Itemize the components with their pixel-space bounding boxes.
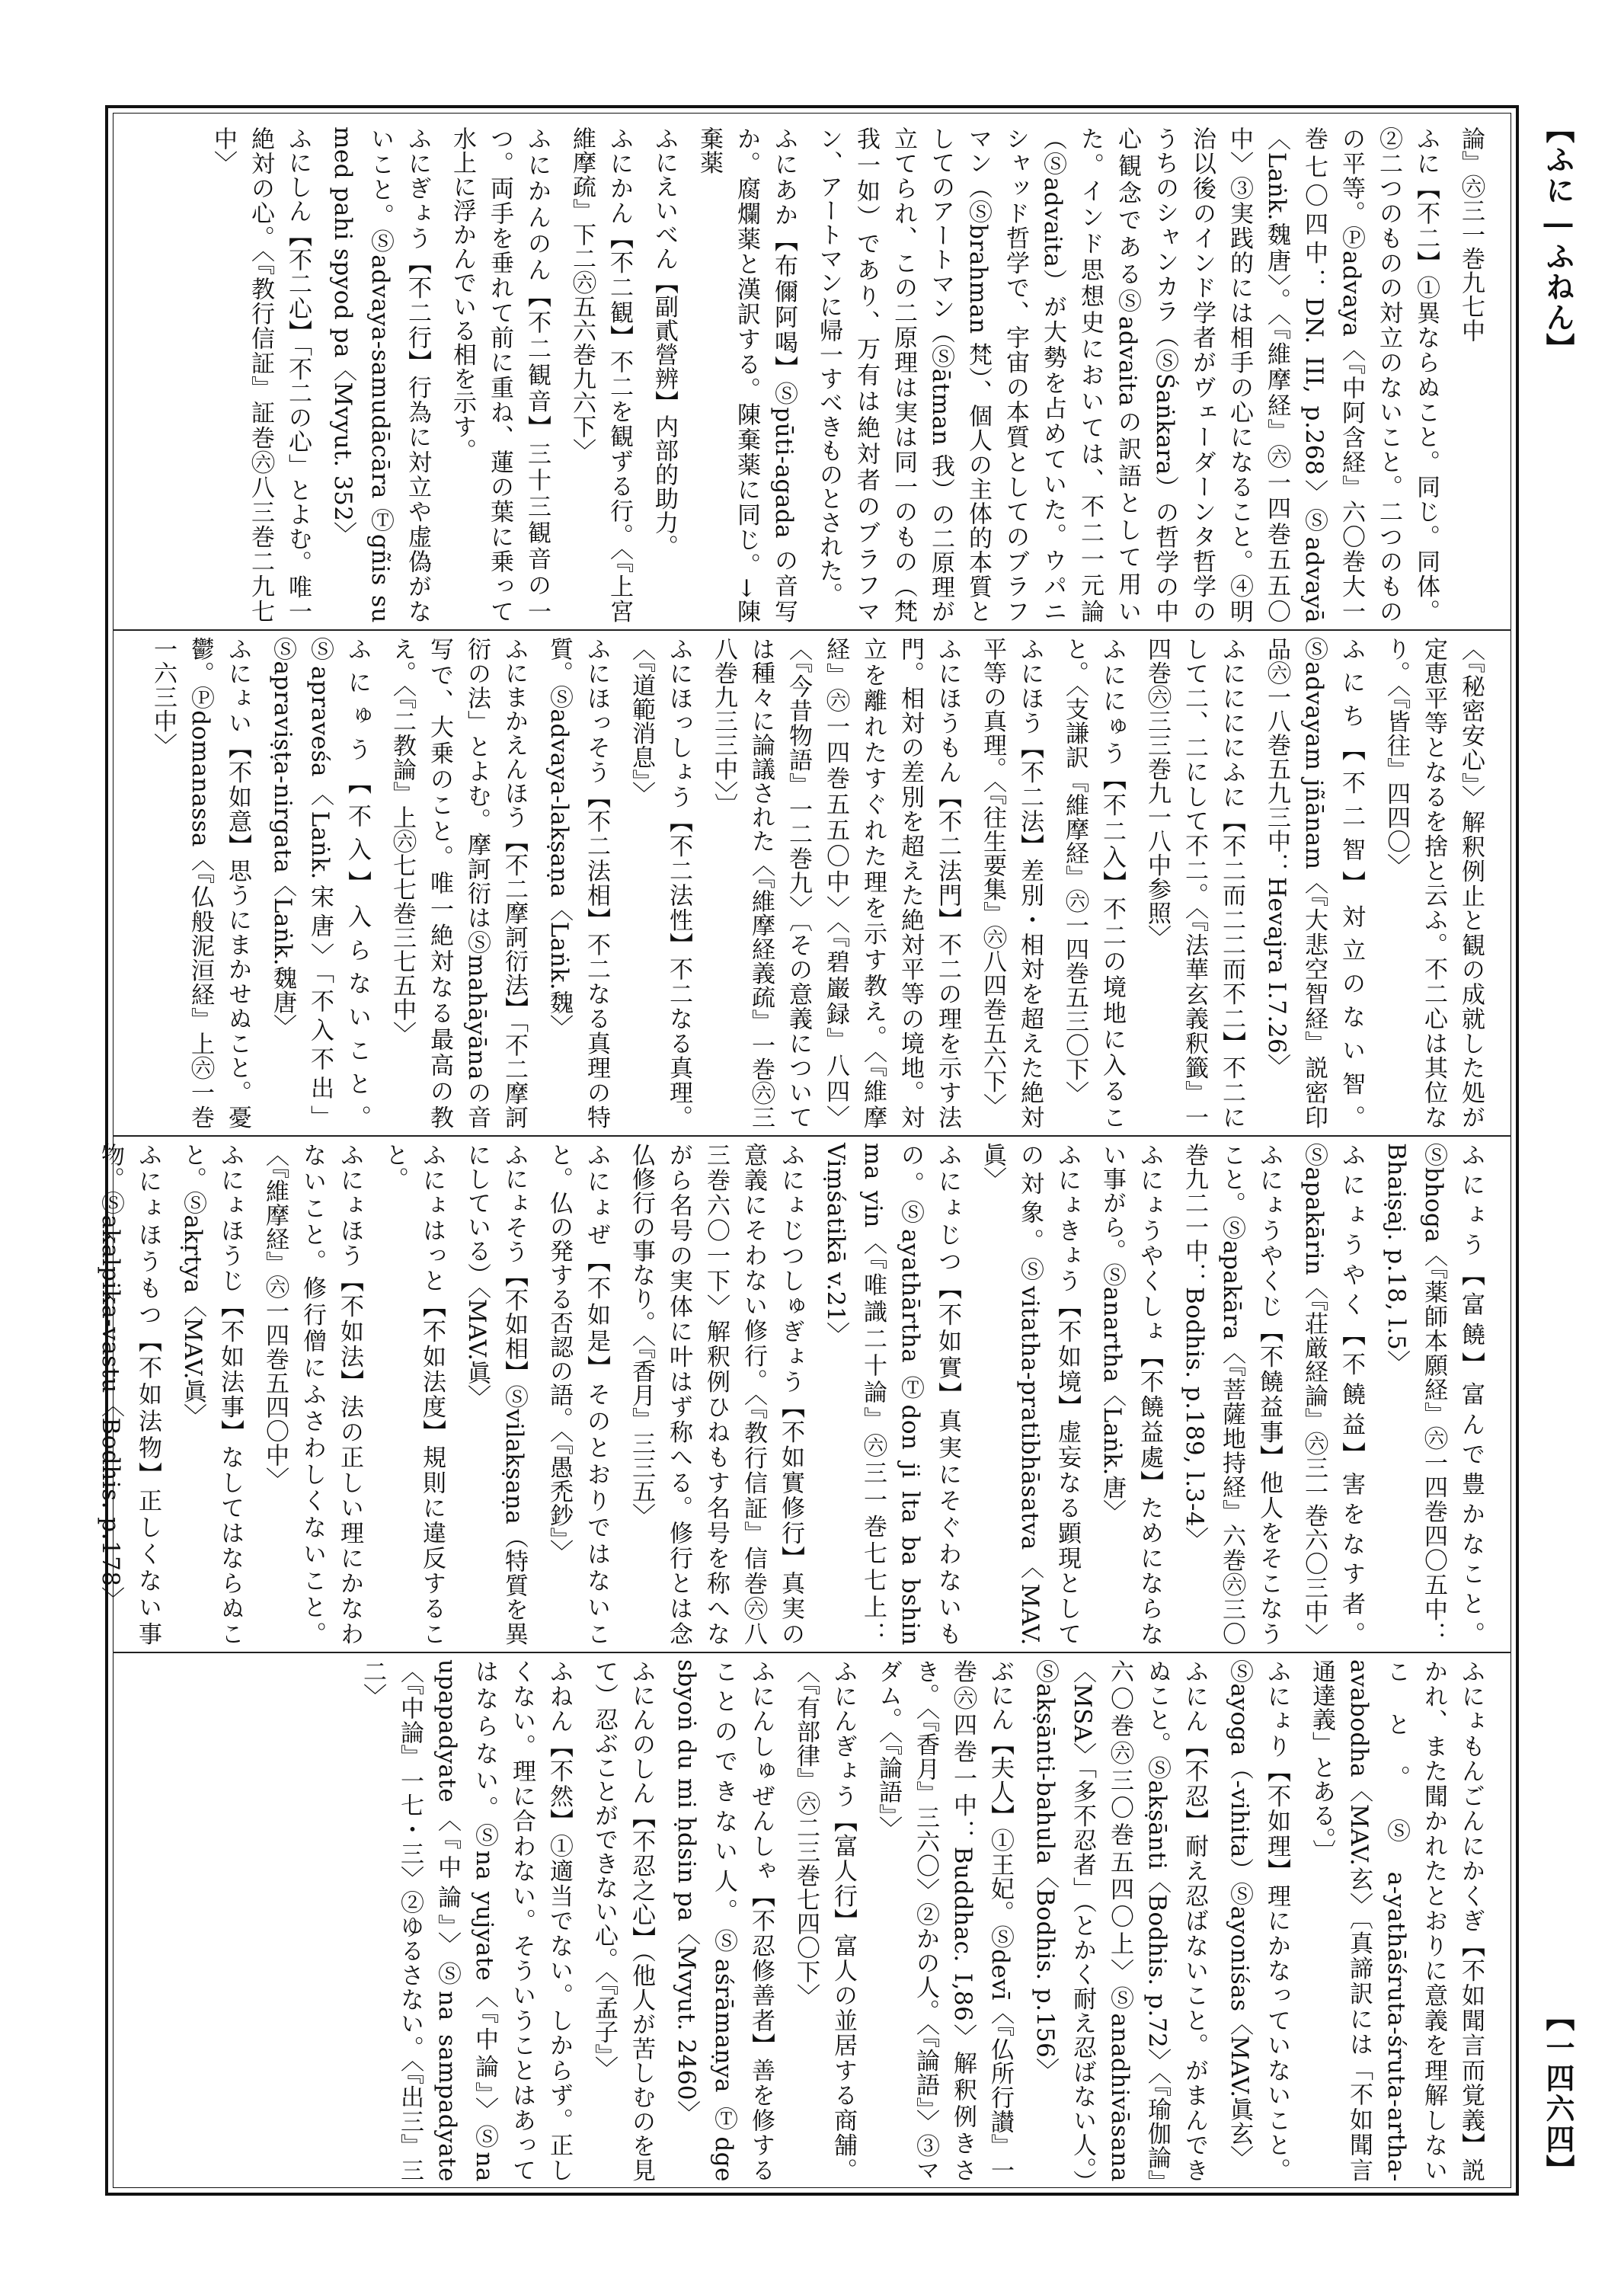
entry: ふにあか【布儞阿喝】Ⓢpūti-agada の音写か。腐爛薬と漢訳する。陳棄薬に同じ。→陳棄薬 bbox=[695, 126, 798, 623]
entry: ふにほうもん【不二法門】不二の理を示す法門。相対の差別を超えた絶対平等の境地。対立を離れたすぐれた理を示す教え。〈『維摩経』㊅一四巻五五〇中〉〈『碧巌録』八四〉〈『今昔物語』一二巻九〉〔その意義については種々に論議された〈『維摩経義疏』一巻㊅三八巻九三三中〉〕 bbox=[710, 637, 961, 1130]
entry: ふにょう【富饒】富んで豊かなこと。Ⓢbhoga〈『薬師本願経』㊅一四巻四〇五中：Bhaiṣaj. p.18, l.5〉 bbox=[1383, 1143, 1485, 1646]
entry: ふにょもんごんにかくぎ【不如聞言而覚義】説かれ、また聞かれたとおりに意義を理解しないこと。Ⓢa-yathāśruta-śruta-artha-avabodha〈MAV.玄〉〔真諦訳には「不如聞言通達義」とある。〕 bbox=[1308, 1659, 1485, 2182]
entry: ふにち【不二智】対立のない智。Ⓢadvayam jñānam〈『大悲空智経』説密印品㊅一八巻五九三中：Hevajra I.7.26〉 bbox=[1263, 637, 1365, 1129]
band-divider bbox=[113, 1652, 1511, 1653]
text-band-2 bbox=[126, 637, 1497, 1129]
entry: ふにょうやくしょ【不饒益處】ためにならない事がら。Ⓢanartha〈Laṅk.唐〉 bbox=[1098, 1143, 1163, 1646]
text-band-3 bbox=[97, 1143, 1497, 1648]
entry: ふにんぎょう【富人行】富人の並居する商舗。〈『有部律』㊅二三巻七四〇下〉 bbox=[792, 1659, 857, 2182]
entry: ふにほう【不二法】差別・相対を超えた絶対平等の真理。〈『往生要集』㊅八四巻五六下〉 bbox=[979, 637, 1044, 1129]
entry: ふにょり【不如理】理にかなっていないこと。Ⓢayoga（-vihita）Ⓢayoniśas〈MAV.眞玄〉 bbox=[1226, 1659, 1290, 2182]
entry: ふにんのしん【不忍之心】（他人が苦しむのを見て）忍ぶことができない心。〈『孟子』〉 bbox=[590, 1659, 655, 2182]
entry: ふにぎょう【不二行】行為に対立や虚偽がないこと。Ⓢadvaya-samudācāra Ⓣgñis su med pahi spyod pa〈Mvyut. 352〉 bbox=[329, 126, 431, 623]
entry: ふにょきょう【不如境】虚妄なる顕現としての対象。Ⓢvitatha-pratibhāsatva〈MAV.眞〉 bbox=[979, 1143, 1081, 1646]
entry: ふにほっしょう【不二法性】不二なる真理。〈『道範消息』〉 bbox=[628, 637, 692, 1129]
band-divider bbox=[113, 629, 1511, 631]
entry: ふにしん【不二心】「不二の心」とよむ。唯一絶対の心。〈『教行信証』証巻㊅八三巻二九七中〉 bbox=[209, 126, 312, 623]
entry: ふにかんのん【不二観音】三十三観音の一つ。両手を垂れて前に重ね、蓮の葉に乗って水上に浮かんでいる相を示す。 bbox=[449, 126, 551, 624]
entry: ふにゅう【不入】入らないこと。Ⓢapraveśa〈Laṅk.宋唐〉「不入不出」Ⓢapraviṣṭa-nirgata〈Laṅk.魏唐〉 bbox=[269, 637, 371, 1129]
entry: ふにょはっと【不如法度】規則に違反すること。 bbox=[381, 1143, 446, 1646]
entry: ぶにん【夫人】①王妃。Ⓢdevī〈『仏所行讃』一巻㊅四巻一中：Buddhac. I,86〉解釈例きさき。〈『香月』三六〇〉②かの人。〈『論語』〉③マダム。〈『論語』〉 bbox=[874, 1659, 1014, 2182]
entry: ふにかん【不二観】不二を観ずる行。〈『上宮維摩疏』下二㊅五六巻九六下〉 bbox=[568, 126, 633, 623]
entry: ふにょほうじ【不如法事】なしてはならぬこと。Ⓢakṛtya〈MAV.眞〉 bbox=[179, 1143, 244, 1646]
entry: ふにょじつしゅぎょう【不如實修行】真実の意義にそわない修行。〈『教行信証』信巻㊅八三巻六〇一下〉解釈例ひねもす名号を称へながら名号の実体に叶はず称へる。修行とは念仏修行の事なり。〈『香月』三三五〉 bbox=[628, 1143, 804, 1646]
header-range: 【ふに―ふねん】 bbox=[1541, 114, 1575, 363]
entry: ふにょうやくじ【不饒益事】他人をそこなうこと。Ⓢapakāra〈『菩薩地持経』六巻㊅三〇巻九二一中：Bodhis. p.189, l.3-4〉 bbox=[1181, 1143, 1283, 1646]
page-number: 【一四六四】 bbox=[1541, 2002, 1575, 2185]
entry: ふにょじつ【不如實】真実にそぐわないもの。Ⓢayathārtha Ⓣdon ji lta ba bshin ma yin〈『唯識二十論』㊅三一巻七七上：Viṃśatikā v.21〉 bbox=[822, 1143, 961, 1646]
entry: ふに【不二】①異ならぬこと。同じ。同体。②二つのものの対立のないこと。二つのものの平等。Ⓟadvaya〈『中阿含経』六〇巻大一巻七〇四中：DN. III, p.268〉Ⓢadvayā〈Laṅk.魏唐〉。〈『維摩経』㊅一四巻五五〇中〉③実践的には相手の心になること。④明治以後のインド学者がヴェーダーンタ哲学のうちのシャンカラ（ⓈŚaṅkara）の哲学の中心観念であるⓈadvaitaの訳語として用いた。インド思想史においては、不二一元論（Ⓢadvaita）が大勢を占めていた。ウパニシャッド哲学で、宇宙の本質としてのブラフマン（Ⓢbrahman 梵）、個人の主体的本質としてのアートマン（Ⓢātman 我）の二原理が立てられ、この二原理は実は同一のもの（梵我一如）であり、万有は絶対者のブラフマン、アートマンに帰一すべきものとされた。 bbox=[815, 126, 1440, 623]
entry: ふににゅう【不二入】不二の境地に入ること。〈支謙訳『維摩経』㊅一四巻五三〇下〉 bbox=[1061, 637, 1126, 1129]
entry: ふにょほう【不如法】法の正しい理にかなわないこと。修行僧にふさわしくないこと。〈『維摩経』㊅一四巻五四〇中〉 bbox=[261, 1143, 363, 1646]
text-band-1 bbox=[126, 126, 1497, 623]
entry: ふにょそう【不如相】Ⓢvilakṣaṇa（特質を異にしている）〈MAV.眞〉 bbox=[463, 1143, 528, 1646]
entry: ふにほっそう【不二法相】不二なる真理の特質。Ⓢadvaya-lakṣaṇa〈Laṅk.魏〉 bbox=[545, 637, 610, 1129]
entry: 論』㊅三一巻九七中 bbox=[1457, 126, 1485, 343]
band-divider bbox=[113, 1135, 1511, 1137]
entry: ふにょぜ【不如是】そのとおりではないこと。仏の発する否認の語。〈『愚禿鈔』〉 bbox=[545, 1143, 610, 1646]
entry: ふにょうやく【不饒益】害をなす者。Ⓢapakārin〈『荘厳経論』㊅三一巻六〇三中〉 bbox=[1300, 1143, 1365, 1648]
entry: 〈『秘密安心』〉解釈例止と観の成就した処が定恵平等となるを捨と云ふ。不二心は其位なり。〈『皆往』四四〇〉 bbox=[1383, 637, 1485, 1129]
entry: ふにん【不忍】耐え忍ばないこと。がまんできぬこと。Ⓢakṣānti〈Bodhis. p.72〉〈『瑜伽論』六〇巻㊅三〇巻五四〇上〉Ⓢanadhivāsana〈MSA〉「多不忍者」（とかく耐え忍ばない人。）Ⓢakṣānti-bahula〈Bodhis. p.156〉 bbox=[1031, 1659, 1208, 2182]
entry: ふねん【不然】①適当でない。しからず。正しくない。理に合わない。そういうことはあってはならない。Ⓢna yujyate〈『中論』〉Ⓢna upapadyate〈『中論』〉Ⓢna sampadyate〈『中論』一七・三〉②ゆるさない。〈『出三』三二〉 bbox=[359, 1659, 573, 2182]
entry: ふにょほうもつ【不如法物】正しくない事物。Ⓢakalpika-vastu〈Bodhis. p.178〉 bbox=[97, 1143, 161, 1646]
entry: ふにまかえんほう【不二摩訶衍法】「不二摩訶衍の法」とよむ。摩訶衍はⓈmahāyānaの音写で、大乗のこと。唯一絶対なる最高の教え。〈『二教論』上㊅七七巻三七五中〉 bbox=[388, 637, 528, 1129]
entry: ふににににふに【不二而二二而不二】不二にして二、二にして不二。〈『法華玄義釈籤』一四巻㊅三三巻九一八中参照〉 bbox=[1143, 637, 1245, 1129]
entry: ふにょい【不如意】思うにまかせぬこと。憂鬱。Ⓟdomanassa〈『仏般泥洹経』上㊅一巻一六三中〉 bbox=[149, 637, 251, 1129]
text-band-4 bbox=[126, 1659, 1497, 2182]
entry: ふにえいべん【副貳營辨】内部的助力。 bbox=[651, 126, 678, 558]
entry: ふにんしゅぜんしゃ【不忍修善者】善を修することのできない人。Ⓢaśrāmaṇya Ⓣdge sbyoṅ du mi ḥdsin pa〈Mvyut. 2460〉 bbox=[673, 1659, 775, 2182]
